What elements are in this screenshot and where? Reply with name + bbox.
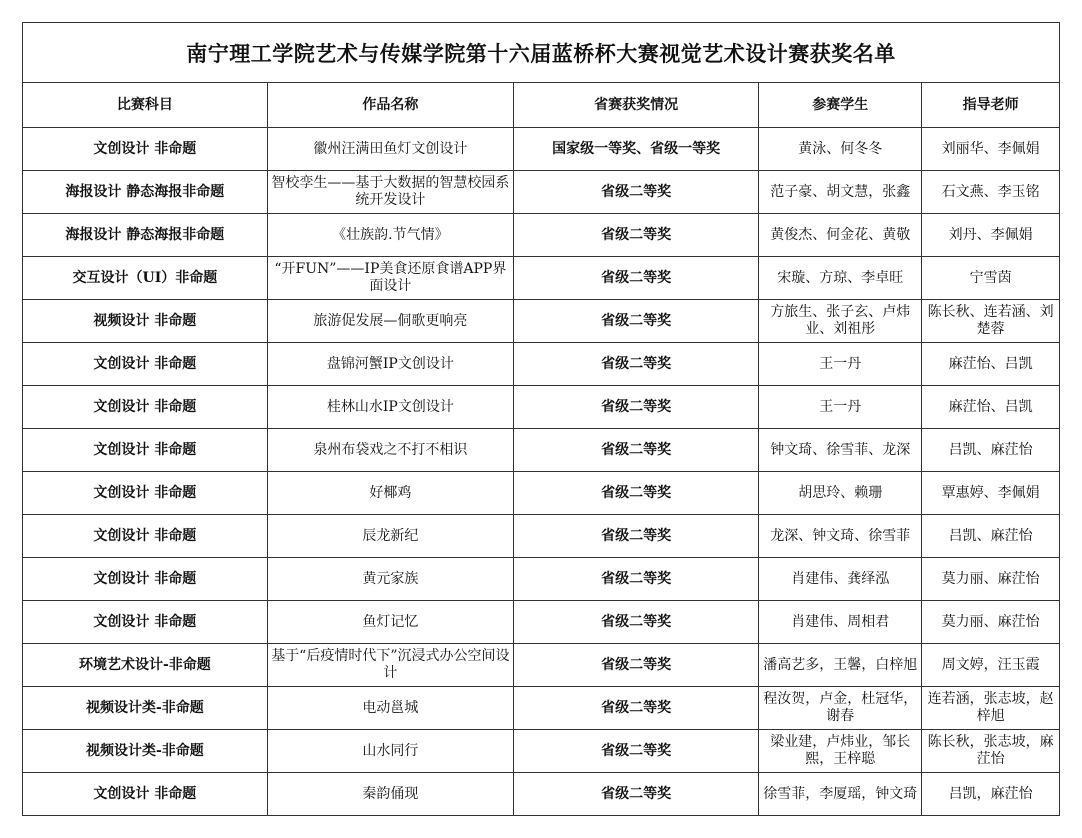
cell-work-title: 辰龙新纪: [267, 515, 513, 558]
cell-work-title: 桂林山水IP文创设计: [267, 386, 513, 429]
cell-award: 省级二等奖: [513, 472, 758, 515]
cell-students: 肖建伟、龚绎泓: [759, 558, 922, 601]
cell-category: 视频设计类-非命题: [23, 730, 267, 773]
cell-award: 省级二等奖: [513, 386, 758, 429]
cell-teachers: 麻茳怡、吕凯: [922, 343, 1059, 386]
cell-category: 海报设计 静态海报非命题: [23, 214, 267, 257]
cell-work-title: 旅游促发展—侗歌更响亮: [267, 300, 513, 343]
cell-category: 视频设计 非命题: [23, 300, 267, 343]
table-row: [23, 128, 1059, 171]
table-row: [23, 644, 1059, 687]
cell-work-title: “开FUN”——IP美食还原食谱APP界面设计: [267, 257, 513, 300]
table-row: [23, 730, 1059, 773]
cell-work-title: 秦韵俑现: [267, 773, 513, 816]
table-row: [23, 687, 1059, 730]
cell-work-title: 黄元家族: [267, 558, 513, 601]
cell-teachers: 刘丽华、李佩娟: [922, 128, 1059, 171]
cell-teachers: 吕凯、麻茳怡: [922, 429, 1059, 472]
cell-category: 文创设计 非命题: [23, 343, 267, 386]
cell-award: 省级二等奖: [513, 687, 758, 730]
header-work-title: 作品名称: [267, 83, 513, 128]
table-row: [23, 257, 1059, 300]
cell-students: 龙深、钟文琦、徐雪菲: [759, 515, 922, 558]
table-row: [23, 515, 1059, 558]
cell-students: 钟文琦、徐雪菲、龙深: [759, 429, 922, 472]
cell-category: 文创设计 非命题: [23, 773, 267, 816]
cell-category: 视频设计类-非命题: [23, 687, 267, 730]
cell-teachers: 吕凯、麻茳怡: [922, 515, 1059, 558]
cell-award: 省级二等奖: [513, 644, 758, 687]
cell-category: 文创设计 非命题: [23, 429, 267, 472]
cell-category: 文创设计 非命题: [23, 558, 267, 601]
cell-work-title: 电动邕城: [267, 687, 513, 730]
cell-students: 宋璇、方琼、李卓旺: [759, 257, 922, 300]
header-teachers: 指导老师: [922, 83, 1059, 128]
cell-work-title: 智校孪生——基于大数据的智慧校园系统开发设计: [267, 171, 513, 214]
cell-teachers: 陈长秋，张志坡，麻茳怡: [922, 730, 1059, 773]
cell-award: 省级二等奖: [513, 515, 758, 558]
cell-teachers: 周文婷，汪玉霞: [922, 644, 1059, 687]
cell-award: 省级二等奖: [513, 343, 758, 386]
cell-award: 省级二等奖: [513, 429, 758, 472]
cell-award: 省级二等奖: [513, 214, 758, 257]
document-title: 南宁理工学院艺术与传媒学院第十六届蓝桥杯大赛视觉艺术设计赛获奖名单: [23, 23, 1059, 83]
header-students: 参赛学生: [759, 83, 922, 128]
cell-work-title: 好椰鸡: [267, 472, 513, 515]
cell-category: 海报设计 静态海报非命题: [23, 171, 267, 214]
cell-teachers: 麻茳怡、吕凯: [922, 386, 1059, 429]
award-table: [23, 83, 1059, 815]
cell-students: 胡思玲、赖珊: [759, 472, 922, 515]
cell-work-title: 徽州汪满田鱼灯文创设计: [267, 128, 513, 171]
cell-students: 黄俊杰、何金花、黄敬: [759, 214, 922, 257]
table-row: [23, 472, 1059, 515]
cell-category: 文创设计 非命题: [23, 472, 267, 515]
cell-students: 黄泳、何冬冬: [759, 128, 922, 171]
cell-award: 省级二等奖: [513, 257, 758, 300]
table-row: [23, 558, 1059, 601]
table-row: [23, 386, 1059, 429]
cell-award: 省级二等奖: [513, 730, 758, 773]
table-row: [23, 601, 1059, 644]
cell-category: 环境艺术设计-非命题: [23, 644, 267, 687]
table-row: [23, 214, 1059, 257]
cell-students: 方旅生、张子玄、卢炜业、刘祖彤: [759, 300, 922, 343]
cell-award: 省级二等奖: [513, 773, 758, 816]
cell-award: 省级二等奖: [513, 300, 758, 343]
cell-teachers: 连若涵，张志坡，赵梓旭: [922, 687, 1059, 730]
cell-students: 潘高艺多，王馨，白梓旭: [759, 644, 922, 687]
cell-students: 徐雪菲，李厦瑶，钟文琦: [759, 773, 922, 816]
cell-teachers: 刘丹、李佩娟: [922, 214, 1059, 257]
cell-work-title: 基于“后疫情时代下”沉浸式办公空间设计: [267, 644, 513, 687]
cell-work-title: 《壮族韵.节气情》: [267, 214, 513, 257]
cell-teachers: 莫力丽、麻茳怡: [922, 558, 1059, 601]
cell-award: 国家级一等奖、省级一等奖: [513, 128, 758, 171]
cell-award: 省级二等奖: [513, 171, 758, 214]
cell-work-title: 山水同行: [267, 730, 513, 773]
cell-work-title: 鱼灯记忆: [267, 601, 513, 644]
cell-teachers: 宁雪茵: [922, 257, 1059, 300]
cell-work-title: 泉州布袋戏之不打不相识: [267, 429, 513, 472]
cell-students: 梁业建，卢炜业，邹长熙，王梓聪: [759, 730, 922, 773]
cell-students: 王一丹: [759, 343, 922, 386]
cell-students: 范子豪、胡文慧，张鑫: [759, 171, 922, 214]
table-row: [23, 429, 1059, 472]
cell-teachers: 莫力丽、麻茳怡: [922, 601, 1059, 644]
award-list-sheet: [22, 22, 1060, 816]
cell-award: 省级二等奖: [513, 558, 758, 601]
cell-category: 文创设计 非命题: [23, 515, 267, 558]
cell-category: 文创设计 非命题: [23, 601, 267, 644]
table-row: [23, 773, 1059, 816]
cell-students: 王一丹: [759, 386, 922, 429]
cell-category: 交互设计（UI）非命题: [23, 257, 267, 300]
cell-teachers: 陈长秋、连若涵、刘楚蓉: [922, 300, 1059, 343]
cell-teachers: 覃惠婷、李佩娟: [922, 472, 1059, 515]
header-category: 比赛科目: [23, 83, 267, 128]
cell-students: 肖建伟、周相君: [759, 601, 922, 644]
cell-category: 文创设计 非命题: [23, 128, 267, 171]
cell-teachers: 石文燕、李玉铭: [922, 171, 1059, 214]
header-row: [23, 83, 1059, 128]
header-award: 省赛获奖情况: [513, 83, 758, 128]
cell-teachers: 吕凯，麻茳怡: [922, 773, 1059, 816]
table-row: [23, 343, 1059, 386]
cell-award: 省级二等奖: [513, 601, 758, 644]
table-row: [23, 171, 1059, 214]
cell-category: 文创设计 非命题: [23, 386, 267, 429]
cell-work-title: 盘锦河蟹IP文创设计: [267, 343, 513, 386]
table-row: [23, 300, 1059, 343]
cell-students: 程汝贺，卢金，杜冠华，谢春: [759, 687, 922, 730]
